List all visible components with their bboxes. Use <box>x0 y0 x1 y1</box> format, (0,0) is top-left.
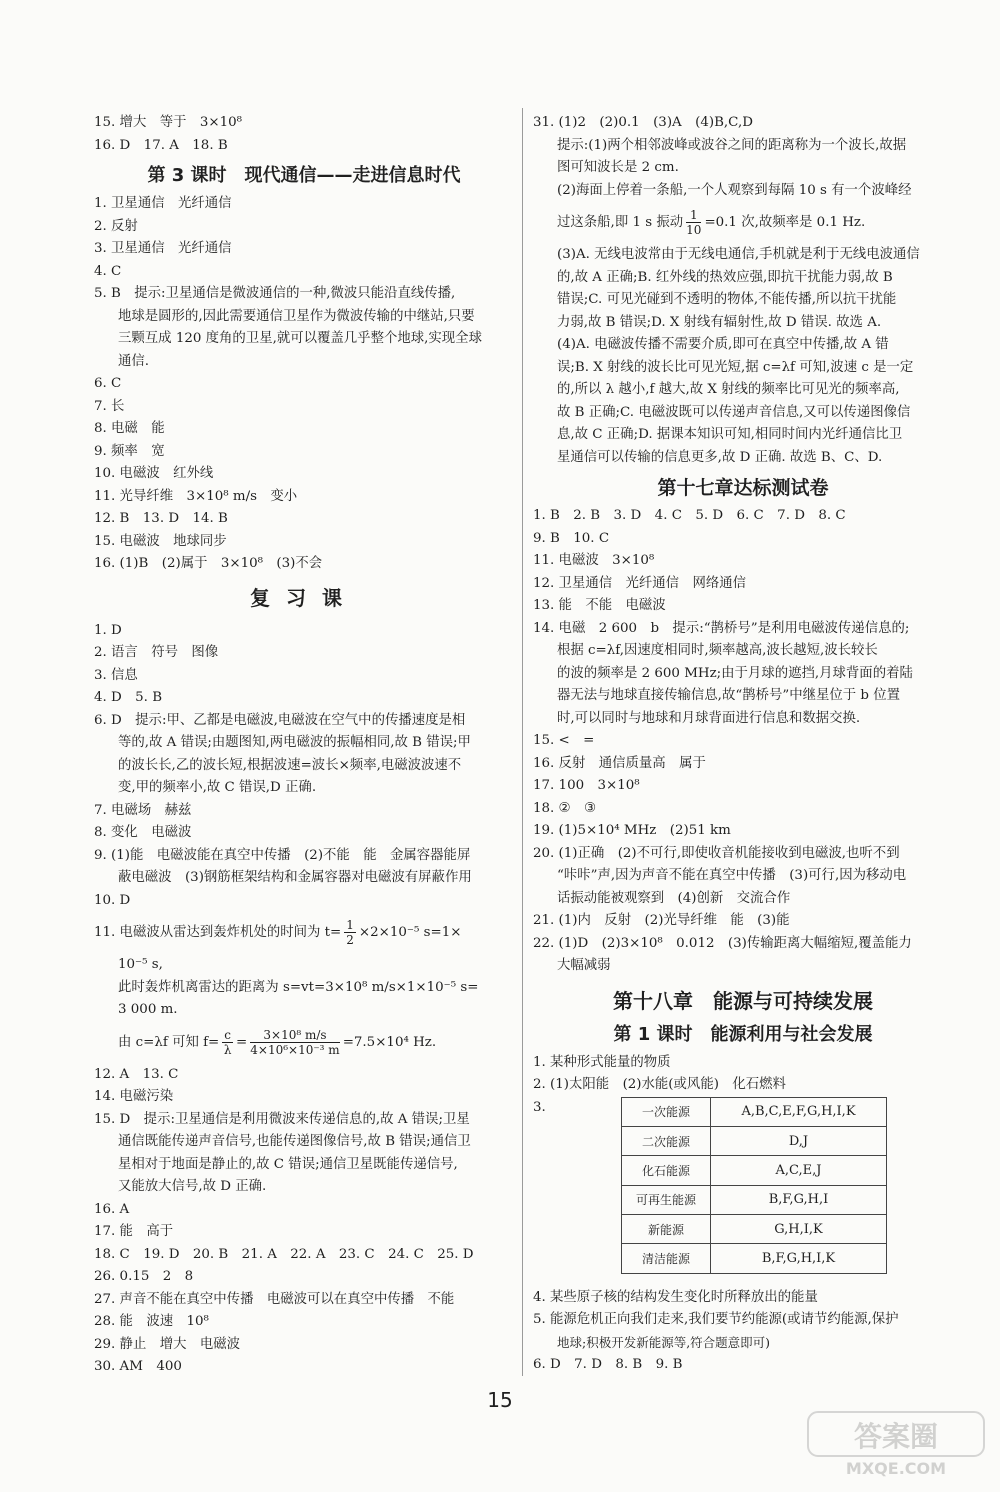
answer-line: 等的,故 A 错误;由题图知,两电磁波的振幅相同,故 B 错误;甲 <box>118 735 471 750</box>
answer-line: 12. B 13. D 14. B <box>94 511 228 526</box>
answer-line: 28. 能 波速 10⁸ <box>94 1314 209 1329</box>
answer-line: 3. 信息 <box>94 667 138 683</box>
answer-line: 12. 卫星通信 光纤通信 网络通信 <box>533 575 747 591</box>
answer-line: 11. 光导纤维 3×10⁸ m/s 变小 <box>94 488 298 504</box>
answer-line: 根据 c=λf,因速度相同时,频率越高,波长越短,波长较长 <box>557 643 878 658</box>
section-title: 第十七章达标测试卷 <box>657 477 829 499</box>
answer-line: 10. 电磁波 红外线 <box>94 466 214 481</box>
answer-line: 故 B 正确;C. 电磁波既可以传递声音信息,又可以传递图像信 <box>557 404 911 420</box>
table-value: D,J <box>711 1126 887 1155</box>
table-row <box>622 1215 887 1244</box>
formula-line: 过这条船,即 1 s 振动 $\frac{1}{10}$ =0.1 次,故频率是 0.1 Hz. <box>557 208 866 237</box>
column-divider <box>522 108 523 1376</box>
table-row <box>622 1156 887 1185</box>
answer-line: 变,甲的频率小,故 C 错误,D 正确. <box>118 780 317 795</box>
answer-line: 力弱,故 B 错误;D. X 射线有辐射性,故 D 错误. 故选 A. <box>557 314 882 330</box>
table-key: 化石能源 <box>622 1156 711 1185</box>
answer-line: 星相对于地面是静止的,故 C 错误;通信卫星既能传递信号, <box>118 1156 458 1172</box>
answer-line: 的,故 A 正确;B. 红外线的热效应强,即抗干扰能力弱,故 B <box>557 269 893 285</box>
answer-line: (2)海面上停着一条船,一个人观察到每隔 10 s 有一个波峰经 <box>557 182 912 198</box>
answer-line: 10. D <box>94 892 131 908</box>
answer-line: 20. (1)正确 (2)不可行,即使收音机能接收到电磁波,也听不到 <box>533 845 900 861</box>
answer-line: 器无法与地球直接传输信息,故“鹊桥号”中继星位于 b 位置 <box>557 688 901 703</box>
energy-table-block <box>533 1097 953 1287</box>
section-title: 第 3 课时 现代通信——走进信息时代 <box>147 165 461 186</box>
answer-line: 的波长长,乙的波长短,根据波速=波长×频率,电磁波波速不 <box>118 757 462 773</box>
answer-line: 时,可以同时与地球和月球背面进行信息和数据交换. <box>557 710 861 726</box>
fraction: $\frac{1}{10}$ <box>686 208 702 237</box>
answer-line: 29. 静止 增大 电磁波 <box>94 1336 241 1352</box>
answer-line: 16. 反射 通信质量高 属于 <box>533 755 706 771</box>
answer-line: 16. A <box>94 1201 130 1217</box>
answer-line: 1. 某种形式能量的物质 <box>533 1054 671 1070</box>
answer-line: 4. D 5. B <box>94 690 163 705</box>
energy-classification-table <box>621 1097 887 1274</box>
answer-line: 话振动能被观察到 (4)创新 交流合作 <box>557 890 791 906</box>
table-key: 清洁能源 <box>622 1244 711 1273</box>
answer-line: 地球是圆形的,因此需要通信卫星作为微波传输的中继站,只要 <box>118 308 475 324</box>
answer-line: 31. (1)2 (2)0.1 (3)A (4)B,C,D <box>533 115 753 130</box>
fraction: $\frac{c}{\lambda}$ <box>223 1027 232 1057</box>
answer-line: 星通信可以传输的信息更多,故 D 正确. 故选 B、C、D. <box>557 449 883 465</box>
table-key: 一次能源 <box>622 1097 711 1126</box>
page-number: 15 <box>487 1388 513 1412</box>
answer-line: 1. B 2. B 3. D 4. C 5. D 6. C 7. D 8. C <box>533 508 846 523</box>
table-value: A,C,E,J <box>711 1156 887 1185</box>
chapter-title: 第十八章 能源与可持续发展 <box>613 988 873 1013</box>
answer-line: 9. 频率 宽 <box>94 443 165 459</box>
answer-line: 5. B 提示:卫星通信是微波通信的一种,微波只能沿直线传播, <box>94 286 456 301</box>
answer-line: 19. (1)5×10⁴ MHz (2)51 km <box>533 823 731 838</box>
answer-line: 7. 电磁场 赫兹 <box>94 802 192 818</box>
answer-line: 三颗互成 120 度角的卫星,就可以覆盖几乎整个地球,实现全球 <box>118 331 482 346</box>
answer-line: 15. 增大 等于 3×10⁸ <box>94 115 243 130</box>
answer-line: 2. 反射 <box>94 218 138 234</box>
answer-line: 此时轰炸机离雷达的距离为 s=vt=3×10⁸ m/s×1×10⁻⁵ s= <box>118 979 479 995</box>
answer-line: 11. 电磁波 3×10⁸ <box>533 553 655 568</box>
watermark-title: 答案圈 <box>853 1420 939 1453</box>
answer-line: 27. 声音不能在真空中传播 电磁波可以在真空中传播 不能 <box>94 1291 455 1307</box>
answer-line: 8. 变化 电磁波 <box>94 825 192 840</box>
answer-line: 13. 能 不能 电磁波 <box>533 598 666 613</box>
answer-line: 9. (1)能 电磁波能在真空中传播 (2)不能 能 金属容器能屏 <box>94 847 471 863</box>
answer-line: 15. < = <box>533 733 595 748</box>
answer-line: 6. C <box>94 376 122 391</box>
answer-line: 错误;C. 可见光碰到不透明的物体,不能传播,所以抗干扰能 <box>557 292 897 307</box>
answer-line: 4. C <box>94 263 122 279</box>
watermark-url: MXQE.COM <box>845 1459 947 1478</box>
answer-line: 又能放大信号,故 D 正确. <box>118 1179 267 1194</box>
answer-line: 1. 卫星通信 光纤通信 <box>94 196 232 211</box>
fraction: $\frac{\text{3×10⁸ m/s}}{\text{4×10⁶×10⁻³ m}}$ <box>250 1027 340 1057</box>
formula-line: 11. 电磁波从雷达到轰炸机处的时间为 t= $\frac{1}{2}$ ×2×10⁻⁵ s=1× <box>94 918 462 947</box>
answer-line: 2. (1)太阳能 (2)水能(或风能) 化石燃料 <box>533 1077 786 1092</box>
answer-line: 14. 电磁污染 <box>94 1089 174 1104</box>
answer-line: 18. ② ③ <box>533 800 596 816</box>
answer-line: 15. D 提示:卫星通信是利用微波来传递信息的,故 A 错误;卫星 <box>94 1111 470 1127</box>
answer-line: 1. D <box>94 622 122 638</box>
answer-line: 图可知波长是 2 cm. <box>557 160 679 175</box>
answer-line: (3)A. 无线电波常由于无线电通信,手机就是利于无线电波通信 <box>557 247 920 262</box>
answer-line: 17. 能 高于 <box>94 1224 174 1239</box>
answer-line: 误;B. X 射线的波长比可见光短,据 c=λf 可知,波速 c 是一定 <box>557 359 914 375</box>
answer-line: 6. D 提示:甲、乙都是电磁波,电磁波在空气中的传播速度是相 <box>94 712 466 728</box>
answer-line: 大幅减弱 <box>557 958 611 973</box>
answer-line: 6. D 7. D 8. B 9. B <box>533 1357 683 1372</box>
answer-line: 30. AM 400 <box>94 1359 182 1374</box>
answer-line: 3 000 m. <box>118 1002 178 1017</box>
answer-line: 的,所以 λ 越小,f 越大,故 X 射线的频率比可见光的频率高, <box>557 382 900 397</box>
answer-line: 4. 某些原子核的结构发生变化时所释放出的能量 <box>533 1289 818 1305</box>
right-column <box>533 112 953 1377</box>
answer-line: 5. 能源危机正向我们走来,我们要节约能源(或请节约能源,保护 <box>533 1312 899 1327</box>
answer-line: 提示:(1)两个相邻波峰或波谷之间的距离称为一个波长,故据 <box>557 137 907 153</box>
answer-line: 通信既能传递声音信号,也能传递图像信号,故 B 错误;通信卫 <box>118 1134 471 1149</box>
section-title: 复习课 <box>250 585 358 610</box>
table-value: B,F,G,H,I,K <box>711 1244 887 1273</box>
answer-line: 10⁻⁵ s, <box>118 957 163 972</box>
table-row <box>622 1185 887 1214</box>
fraction: $\frac{1}{2}$ <box>346 918 354 947</box>
answer-line: 17. 100 3×10⁸ <box>533 778 640 793</box>
answer-line: 蔽电磁波 (3)钢筋框架结构和金属容器对电磁波有屏蔽作用 <box>118 870 472 885</box>
answer-line: 息,故 C 正确;D. 据课本知识可知,相同时间内光纤通信比卫 <box>557 427 903 442</box>
formula-line: 由 c=λf 可知 f= $\frac{c}{\lambda}$ = $\frac{\text{3×10⁸ m/s}}{\text{4×10⁶×10⁻³ m}}$ =7.5×10⁴ Hz. <box>118 1027 437 1057</box>
answer-line: 3. <box>533 1099 546 1115</box>
answer-line: 12. A 13. C <box>94 1066 179 1082</box>
table-row <box>622 1097 887 1126</box>
table-key: 可再生能源 <box>622 1185 711 1214</box>
answer-line: 9. B 10. C <box>533 530 610 546</box>
table-value: G,H,I,K <box>711 1215 887 1244</box>
answer-line: 通信. <box>118 353 150 369</box>
answer-line: “咔咔”声,因为声音不能在真空中传播 (3)可行,因为移动电 <box>557 868 907 883</box>
left-column <box>94 112 514 1379</box>
answer-line: 的波的频率是 2 600 MHz;由于月球的遮挡,月球背面的着陆 <box>557 665 913 681</box>
table-row <box>622 1244 887 1273</box>
answer-line: 16. D 17. A 18. B <box>94 137 228 153</box>
answer-line: 15. 电磁波 地球同步 <box>94 533 227 549</box>
answer-line: 26. 0.15 2 8 <box>94 1269 194 1284</box>
answer-line: 8. 电磁 能 <box>94 421 165 436</box>
answer-line: 21. (1)内 反射 (2)光导纤维 能 (3)能 <box>533 913 790 928</box>
answer-line: 16. (1)B (2)属于 3×10⁸ (3)不会 <box>94 556 323 571</box>
answer-line: 7. 长 <box>94 398 125 414</box>
answer-line: 2. 语言 符号 图像 <box>94 645 219 660</box>
watermark-logo <box>806 1408 986 1478</box>
answer-line: 地球;积极开发新能源等,符合题意即可) <box>557 1334 771 1350</box>
table-key: 新能源 <box>622 1215 711 1244</box>
table-value: B,F,G,H,I <box>711 1185 887 1214</box>
answer-line: 3. 卫星通信 光纤通信 <box>94 241 232 256</box>
answer-line: 22. (1)D (2)3×10⁸ 0.012 (3)传输距离大幅缩短,覆盖能力 <box>533 935 912 951</box>
section-title: 第 1 课时 能源利用与社会发展 <box>613 1023 873 1045</box>
table-key: 二次能源 <box>622 1126 711 1155</box>
answer-line: 14. 电磁 2 600 b 提示:“鹊桥号”是利用电磁波传递信息的; <box>533 620 910 636</box>
answer-line: 18. C 19. D 20. B 21. A 22. A 23. C 24. C 25. D <box>94 1246 474 1262</box>
table-row <box>622 1126 887 1155</box>
answer-line: (4)A. 电磁波传播不需要介质,即可在真空中传播,故 A 错 <box>557 337 889 352</box>
table-value: A,B,C,E,F,G,H,I,K <box>711 1097 887 1126</box>
